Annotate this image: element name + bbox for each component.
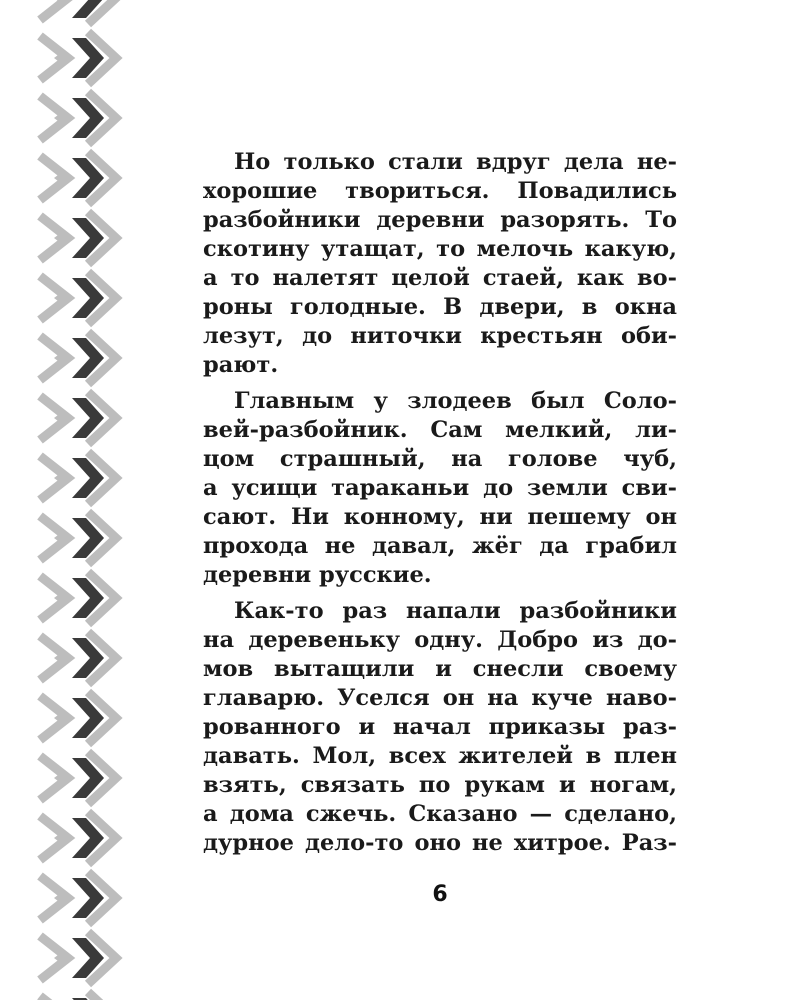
page-number: 6 (432, 882, 448, 907)
text-line: на деревеньку одну. Добро из до- (203, 627, 677, 653)
chevron-light-mark (88, 992, 116, 1000)
text-line: а дома сжечь. Сказано — сделано, (203, 801, 677, 827)
text-line: разбойники деревни разорять. То (203, 207, 677, 233)
text-line: роны голодные. В двери, в окна (203, 294, 677, 320)
paragraph-3 (203, 597, 677, 858)
text-line: хорошие твориться. Повадились (203, 178, 677, 204)
text-line: мов вытащили и снесли своему (203, 656, 677, 682)
story-text (203, 148, 677, 865)
text-line: главарю. Уселся он на куче наво- (203, 685, 677, 711)
text-line: Главным у злодеев был Соло- (234, 388, 677, 414)
text-line: Как-то раз напали разбойники (234, 598, 677, 624)
text-line: а усищи тараканьи до земли сви- (203, 475, 677, 501)
text-line: деревни русские. (203, 562, 432, 588)
text-line: сают. Ни конному, ни пешему он (203, 504, 677, 530)
text-line: прохода не давал, жёг да грабил (203, 533, 677, 559)
text-line: дурное дело-то оно не хитрое. Раз- (203, 830, 677, 856)
chevron-light-mark (40, 0, 68, 20)
decorative-border-ornament (0, 0, 140, 1000)
text-line: лезут, до ниточки крестьян оби- (203, 323, 677, 349)
text-line: Но только стали вдруг дела не- (234, 149, 677, 175)
text-line: скотину утащат, то мелочь какую, (203, 236, 677, 262)
chevron-light-mark (40, 996, 68, 1000)
text-line: вей-разбойник. Сам мелкий, ли- (203, 417, 677, 443)
text-line: цом страшный, на голове чуб, (203, 446, 677, 472)
text-line: давать. Мол, всех жителей в плен (203, 743, 677, 769)
text-line: а то налетят целой стаей, как во- (203, 265, 677, 291)
text-line: рают. (203, 352, 279, 378)
paragraph-1 (203, 148, 677, 380)
paragraph-2 (203, 387, 677, 590)
text-line: рованного и начал приказы раз- (203, 714, 677, 740)
text-line: взять, связать по рукам и ногам, (203, 772, 677, 798)
